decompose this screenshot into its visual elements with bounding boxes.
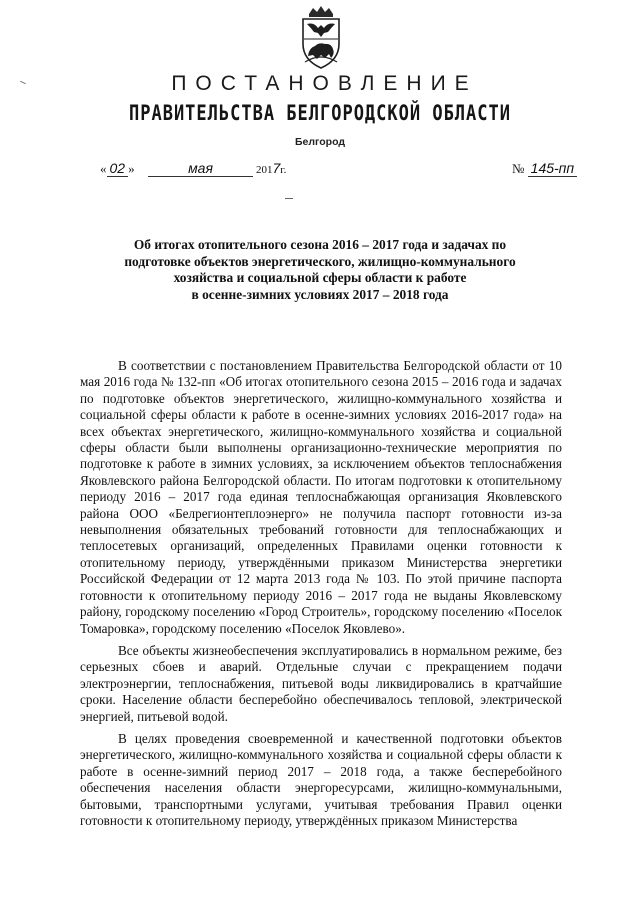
number-prefix: № [512,161,525,176]
date-day-field [100,160,135,177]
title-line: хозяйства и социальной сферы области к работе [173,270,467,286]
title-line: Об итогах отопительного сезона 2016 – 2017 года и задачах по [133,237,507,252]
body-paragraph: Все объекты жизнеобеспечения эксплуатировались в нормальном режиме, без серьезных сбоев и аварий. Отдельные случаи с прекращением подачи электроэнергии, теплоснабжения, питьевой воды ликвидировались в кратчайшие сроки. Население области бесперебойно обеспечивалось тепловой, электрической энергией, питьевой водой. [80,642,562,724]
issuer-name: ПРАВИТЕЛЬСТВА БЕЛГОРОДСКОЙ ОБЛАСТИ [129,101,511,126]
number-value: 145-пп [528,160,577,177]
title-line: в осенне-зимних условиях 2017 – 2018 года [191,286,449,302]
body-paragraph: В соответствии с постановлением Правительства Белгородской области от 10 мая 2016 года № 132-пп «Об итогах отопительного сезона 2015 – 2016 года и задачах по подготовке объектов энергетического, жилищно-коммунального хозяйства и социальной сферы области к работе в осенне-зимних условиях 2016-2017 года» на всех объектах энергетического, жилищно-коммунального хозяйства и социальной сферы области были выполнены организационно-технические мероприятия по подготовке к работе в зимних условиях, за исключением объектов теплоснабжения Яковлевского района Белгородской области. По итогам подготовки к отопительному периоду 2016 – 2017 года единая теплоснабжающая организация Яковлевского района ООО «Белрегионтеплоэнерго» не получила паспорт готовности из-за невыполнения обязательных требований готовности для теплоснабжающих и теплосетевых организаций, определенных Правилами оценки готовности к отопительному периоду, утверждёнными приказом Министерства энергетики Российской Федерации от 12 марта 2013 года № 103. По этой причине паспорта готовности к отопительному периоду 2016 – 2017 года не выданы Яковлевскому району, городскому поселению «Город Строитель», городскому поселению «Поселок Томаровка», городскому поселению «Поселок Яковлево». [80,358,562,636]
year-prefix: 201 [256,164,273,176]
year-digit: 7 [272,160,281,176]
close-quote: » [128,161,135,176]
body-paragraph: В целях проведения своевременной и качественной подготовки объектов энергетического, жилищно-коммунального хозяйства и социальной сферы области к работе в осенне-зимний период 2017 – 2018 года, а также бесперебойного обеспечения населения области энергоресурсами, жилищно-коммунальными, бытовыми, транспортными услугами, учитывая требования Правил оценки готовности к отопительному периоду, утверждённых приказом Министерства [80,730,562,828]
title-line: подготовке объектов энергетического, жилищно-коммунального [124,253,516,269]
document-body [80,358,562,829]
issue-city: Белгород [294,136,346,148]
document-type: ПОСТАНОВЛЕНИЕ [171,72,478,95]
year-suffix: г. [280,164,287,176]
date-year [256,160,286,176]
date-month: мая [148,160,253,177]
dash-mark [285,198,293,199]
date-day: 02 [107,160,129,177]
document-number [512,160,577,177]
open-quote: « [100,161,107,176]
coat-of-arms-icon [295,6,347,70]
document-title [100,237,540,303]
